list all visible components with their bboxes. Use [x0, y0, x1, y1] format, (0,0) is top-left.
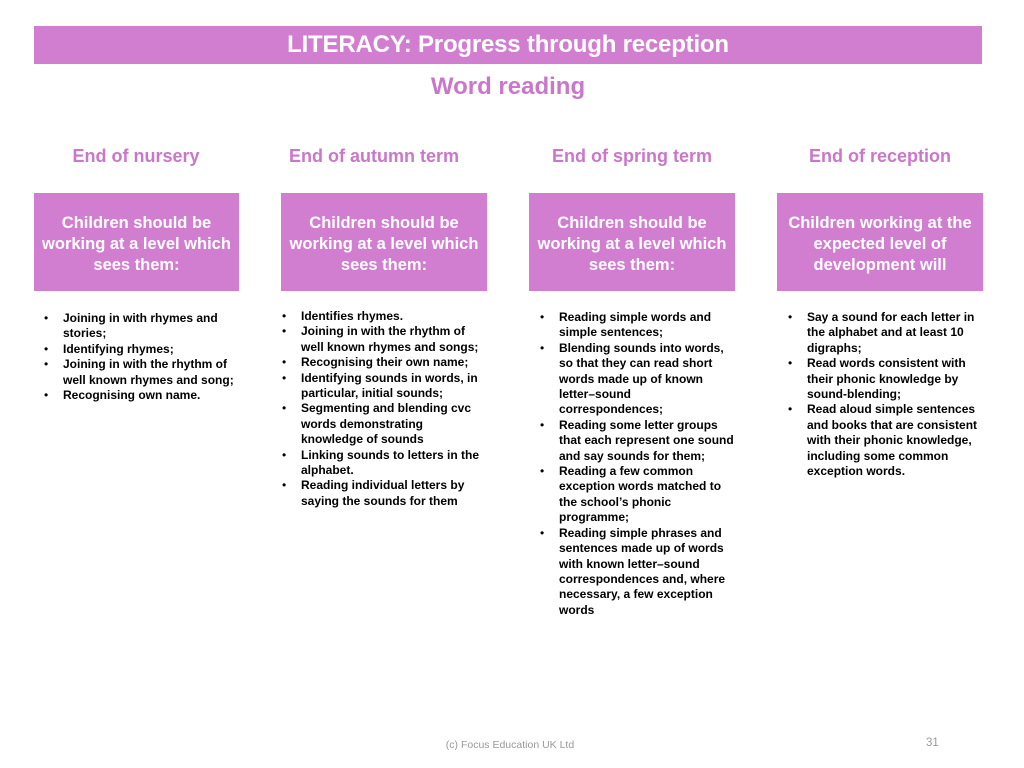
list-item: • Read aloud simple sentences and books that are consistent with their phonic knowledge, including some common exception words.	[788, 402, 978, 479]
list-item: • Joining in with the rhythm of well known rhymes and song;	[44, 357, 234, 387]
list-autumn	[282, 309, 482, 509]
list-item: • Segmenting and blending cvc words demonstrating knowledge of sounds	[282, 401, 472, 447]
list-item: • Identifies rhymes.	[282, 309, 404, 323]
list-item: • Joining in with rhymes and stories;	[44, 311, 218, 341]
list-item: • Reading a few common exception words matched to the school’s phonic programme;	[540, 464, 722, 525]
list-item: • Reading some letter groups that each represent one sound and say sounds for them;	[540, 417, 734, 463]
column-box-nursery: Children should be working at a level which sees them:	[34, 193, 239, 291]
column-heading-spring: End of spring term	[551, 146, 712, 166]
list-item: • Blending sounds into words, so that they can read short words made up of known letter–sound correspondences;	[540, 340, 724, 417]
list-item: • Linking sounds to letters in the alphabet.	[282, 447, 480, 478]
list-spring	[540, 310, 735, 618]
column-heading-nursery: End of nursery	[72, 146, 200, 166]
footer-copyright: (c) Focus Education UK Ltd	[445, 739, 575, 751]
list-item: • Recognising their own name;	[282, 355, 469, 370]
list-nursery	[44, 311, 244, 403]
column-heading-autumn: End of autumn term	[289, 146, 459, 166]
page-title: LITERACY: Progress through reception	[287, 31, 729, 58]
column-box-autumn: Children should be working at a level which sees them:	[281, 193, 487, 291]
list-item: • Say a sound for each letter in the alphabet and at least 10 digraphs;	[788, 310, 975, 355]
page-subtitle: Word reading	[430, 73, 586, 100]
list-item: • Reading simple words and simple sentences;	[540, 310, 712, 340]
page-number: 31	[926, 737, 939, 749]
list-item: • Reading simple phrases and sentences made up of words with known letter–sound correspondences and, where necessary, a few exception words	[540, 525, 726, 617]
list-item: • Identifying sounds in words, in particular, initial sounds;	[282, 370, 478, 401]
list-item: • Recognising own name.	[44, 388, 201, 403]
column-box-reception: Children working at the expected level of development will	[777, 193, 983, 291]
list-item: • Read words consistent with their phonic knowledge by sound-blending;	[788, 356, 966, 402]
title-bar	[34, 26, 982, 64]
list-item: • Joining in with the rhythm of well known rhymes and songs;	[282, 324, 479, 354]
list-reception	[788, 310, 983, 479]
column-box-spring: Children should be working at a level which sees them:	[529, 193, 735, 291]
column-heading-reception: End of reception	[808, 146, 951, 166]
list-item: • Reading individual letters by saying the sounds for them	[282, 478, 465, 508]
list-item: • Identifying rhymes;	[44, 341, 174, 356]
